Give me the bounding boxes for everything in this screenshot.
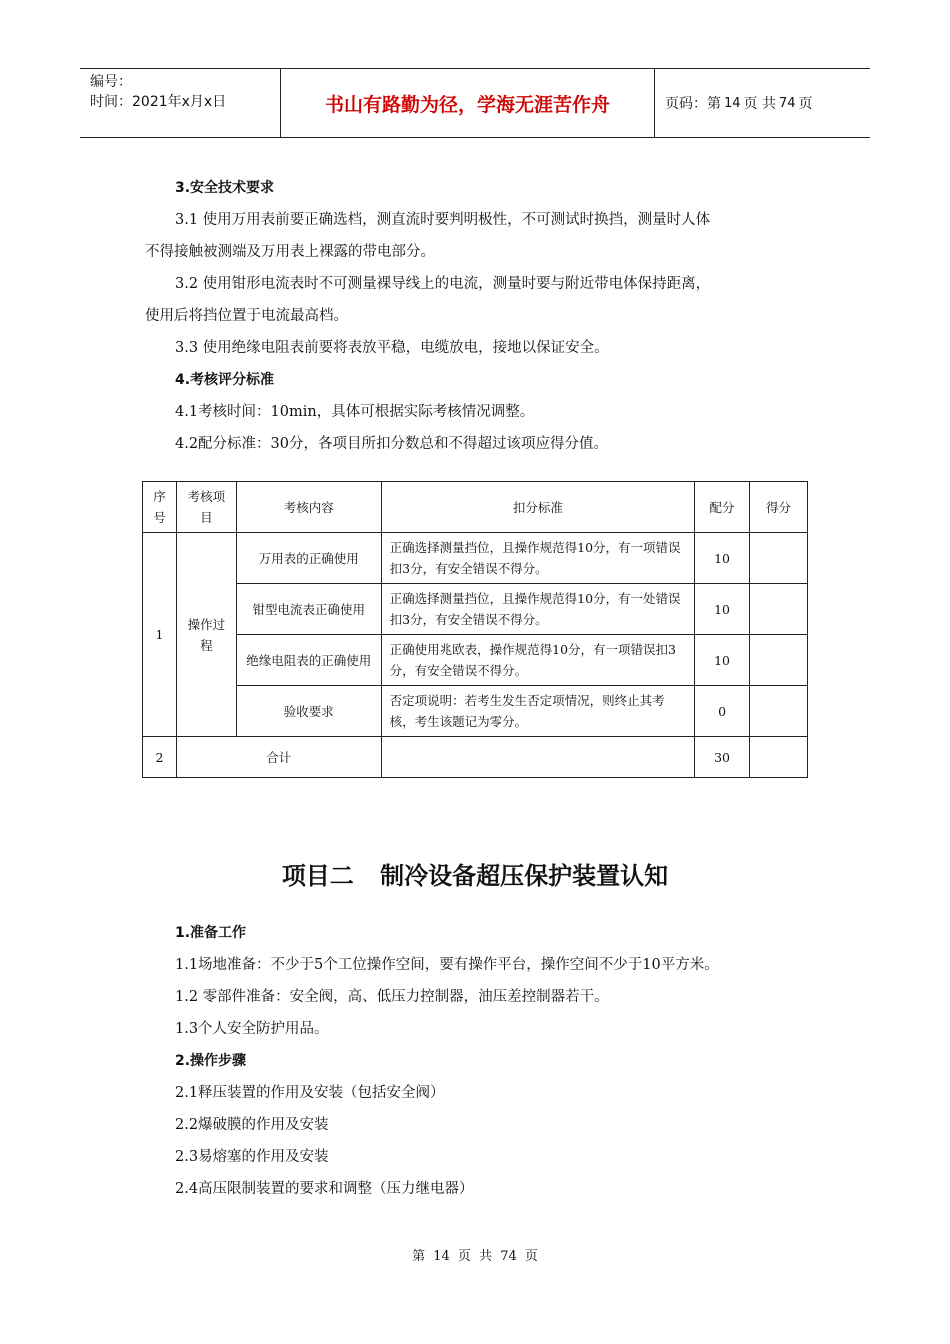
row-points: 10: [695, 584, 750, 635]
header-page-info: [655, 69, 870, 137]
total-criteria: [381, 737, 694, 778]
row-content: 验收要求: [236, 686, 381, 737]
section4-p1: 4.1考核时间：10min，具体可根据实际考核情况调整。: [175, 404, 535, 420]
step-item-4: 2.4高压限制装置的要求和调整（压力继电器）: [175, 1181, 474, 1197]
date-label: 时间：2021年x月x日: [90, 94, 227, 110]
section3-p1-line2: 不得接触被测端及万用表上裸露的带电部分。: [145, 244, 435, 260]
section3-p3: 3.3 使用绝缘电阻表前要将表放平稳，电缆放电，接地以保证安全。: [175, 340, 609, 356]
total-seq: 2: [143, 737, 177, 778]
table-row: [143, 686, 808, 737]
section3-p2-line1: 3.2 使用钳形电流表时不可测量裸导线上的电流，测量时要与附近带电体保持距离，: [175, 276, 711, 292]
header-item: 考核项目: [176, 482, 236, 533]
row-content: 钳型电流表正确使用: [236, 584, 381, 635]
doc-number-label: 编号：: [90, 74, 132, 90]
page-footer: 第 14 页 共 74 页: [412, 1249, 538, 1264]
row-score: [750, 635, 808, 686]
page-prefix: 页码：第: [665, 96, 721, 112]
header-meta: [80, 69, 281, 137]
page-current: 14: [724, 95, 741, 111]
step-item-1: 2.1释压装置的作用及安装（包括安全阀）: [175, 1085, 445, 1101]
table-row: [143, 533, 808, 584]
total-score: [750, 737, 808, 778]
step-item-3: 2.3易熔塞的作用及安装: [175, 1149, 329, 1165]
row-points: 10: [695, 635, 750, 686]
section3-p1-line1: 3.1 使用万用表前要正确选档，测直流时要判明极性，不可测试时换挡，测量时人体: [175, 212, 711, 228]
row-criteria: 否定项说明：若考生发生否定项情况，则终止其考核，考生该题记为零分。: [381, 686, 694, 737]
scoring-table: [142, 481, 808, 778]
table-header-row: [143, 482, 808, 533]
project2-title: 项目二 制冷设备超压保护装置认知: [281, 862, 669, 890]
total-points: 30: [695, 737, 750, 778]
group-item: 操作过程: [176, 533, 236, 737]
prep-item-3: 1.3个人安全防护用品。: [175, 1021, 329, 1037]
section4-p2: 4.2配分标准：30分，各项目所扣分数总和不得超过该项应得分值。: [175, 436, 609, 452]
steps-heading: 2.操作步骤: [175, 1053, 247, 1069]
row-score: [750, 584, 808, 635]
page-header: [80, 68, 870, 138]
row-points: 0: [695, 686, 750, 737]
row-score: [750, 686, 808, 737]
step-item-2: 2.2爆破膜的作用及安装: [175, 1117, 329, 1133]
section-project2: [145, 917, 810, 1205]
row-content: 万用表的正确使用: [236, 533, 381, 584]
row-criteria: 正确选择测量挡位，且操作规范得10分，有一项错误扣3分，有安全错误不得分。: [381, 533, 694, 584]
header-criteria: 扣分标准: [381, 482, 694, 533]
table-total-row: [143, 737, 808, 778]
page-total: 74: [779, 95, 796, 111]
group-seq: 1: [143, 533, 177, 737]
page-suffix: 页: [798, 96, 813, 112]
prep-item-2: 1.2 零部件准备：安全阀，高、低压力控制器，油压差控制器若干。: [175, 989, 609, 1005]
total-label: 合计: [176, 737, 381, 778]
page-middle: 页 共: [743, 96, 776, 112]
row-points: 10: [695, 533, 750, 584]
row-criteria: 正确使用兆欧表，操作规范得10分，有一项错误扣3分，有安全错误不得分。: [381, 635, 694, 686]
header-score: 得分: [750, 482, 808, 533]
prep-heading: 1.准备工作: [175, 925, 247, 941]
header-points: 配分: [695, 482, 750, 533]
header-motto: 书山有路勤为径，学海无涯苦作舟: [281, 69, 655, 137]
header-seq: 序号: [143, 482, 177, 533]
table-row: [143, 635, 808, 686]
row-criteria: 正确选择测量挡位，且操作规范得10分，有一处错误扣3分，有安全错误不得分。: [381, 584, 694, 635]
section3-heading: 3.安全技术要求: [175, 180, 275, 196]
section3-p2-line2: 使用后将挡位置于电流最高档。: [145, 308, 348, 324]
table-row: [143, 584, 808, 635]
section-safety: [145, 172, 810, 460]
row-content: 绝缘电阻表的正确使用: [236, 635, 381, 686]
row-score: [750, 533, 808, 584]
prep-item-1: 1.1场地准备：不少于5个工位操作空间，要有操作平台，操作空间不少于10平方米。: [175, 957, 719, 973]
header-content: 考核内容: [236, 482, 381, 533]
section4-heading: 4.考核评分标准: [175, 372, 275, 388]
